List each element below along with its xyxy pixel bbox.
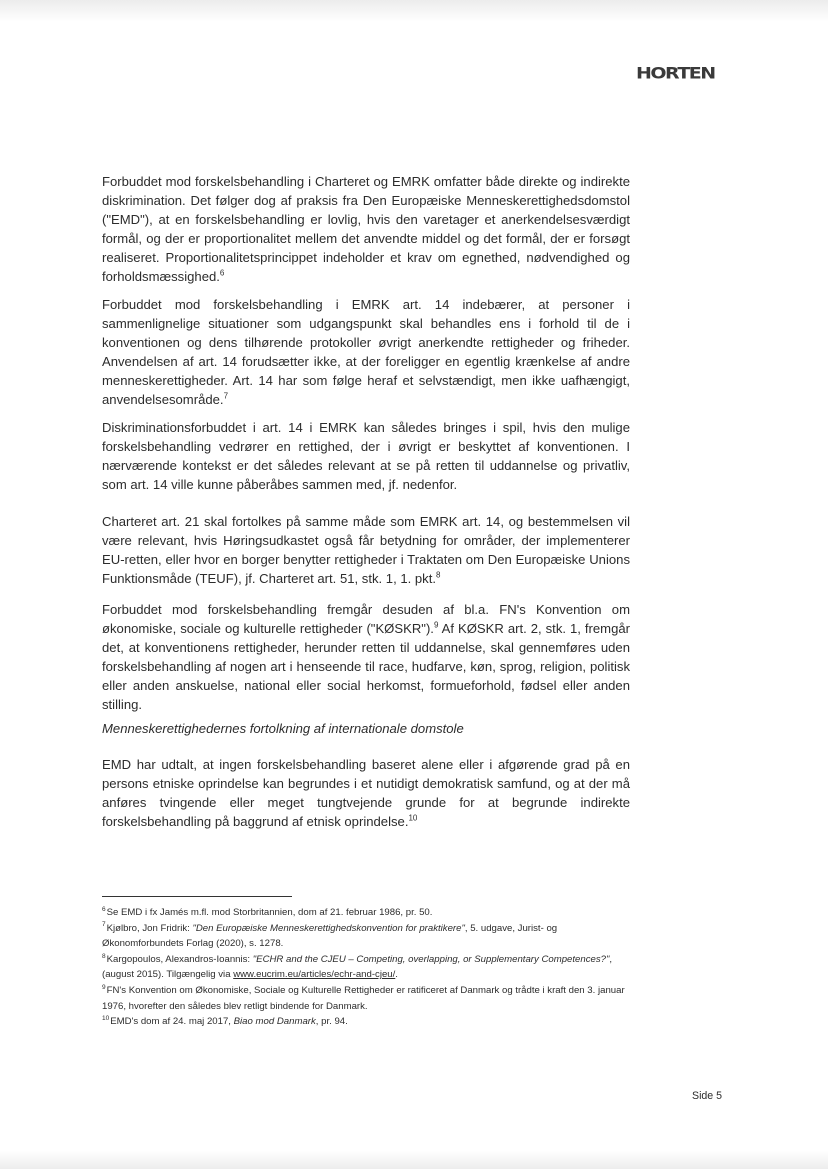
footnote-text: Se EMD i fx Jamés m.fl. mod Storbritannien, dom af 21. februar 1986, pr. 50. [106,907,433,918]
paragraph-3-text: Diskriminationsforbuddet i art. 14 i EMRK kan således bringes i spil, hvis den mulige forskelsbehandling vedrører en rettighed, der i øvrigt er beskyttet af konventionen. I nærværende kontekst er det således relevant at se på retten til uddannelse og privatliv, som art. 14 ville kunne påberåbes sammen med, jf. nedenfor. [102,420,630,492]
paragraph-1-text: Forbuddet mod forskelsbehandling i Charteret og EMRK omfatter både direkte og indirekte diskrimination. Det følger dog af praksis fra Den Europæiske Menneskerettighedsdomstol ("EMD"), at en forskelsbehandling er lovlig, hvis den varetager et anerkendelsesværdigt formål, og der er proportionalitet mellem det anvendte middel og det formål, der er forsøgt realiseret. Proportionalitetsprincippet indeholder et krav om egnethed, nødvendighed og forholdsmæssighed. [102,174,630,284]
paragraph-4-text: Charteret art. 21 skal fortolkes på samme måde som EMRK art. 14, og bestemmelsen vil være relevant, hvis Høringsudkastet også får betydning for områder, der implementerer EU-retten, eller hvor en borger benytter rettigheder i Traktaten om Den Europæiske Unions Funktionsmåde (TEUF), jf. Charteret art. 51, stk. 1, 1. pkt. [102,514,630,586]
footnote-text: , 5. udgave, Jurist- og Økonomforbundets Forlag (2020), s. 1278. [102,922,558,950]
footnote-text: , pr. 94. [315,1016,348,1028]
footnote-ref-7[interactable]: 7 [223,391,229,401]
footnote-italic-text: "ECHR and the CJEU – Competing, overlapping, or Supplementary Competences?" [252,953,610,965]
scan-edge-bottom [0,1151,828,1169]
paragraph-6-text: EMD har udtalt, at ingen forskelsbehandling baseret alene eller i afgørende grad på en persons etniske oprindelse kan begrundes i et nutidigt demokratisk samfund, og at der må anføres tvingende eller meget tungtvejende grunde for at begrunde indirekte forskelsbehandling på baggrund af etnisk oprindelse. [102,757,630,829]
footnote-number: 7 [102,921,106,929]
paragraph-4 [102,512,630,588]
footnote-number: 6 [102,905,106,913]
footnote-9 [102,983,630,1014]
footnote-italic-text: Biao mod Danmark [233,1016,316,1028]
footnote-ref-6[interactable]: 6 [219,268,225,278]
footnote-7 [102,921,630,952]
footnote-number: 8 [102,952,106,960]
footnote-text: FN's Konvention om Økonomiske, Sociale og Kulturelle Rettigheder er ratificeret af Danmark og trådte i kraft den 3. januar 1976, hvorefter den således blev retligt bindende for Danmark. [102,984,625,1012]
footnote-text: Kargopoulos, Alexandros-Ioannis: [106,953,253,965]
footnote-ref-8[interactable]: 8 [436,570,441,580]
footnote-number: 10 [102,1014,110,1022]
footnote-separator [102,896,292,897]
footnote-8 [102,952,630,983]
paragraph-5-text-b: Af KØSKR art. 2, stk. 1, fremgår det, at konventionens rettigheder, herunder retten til uddannelse, skal gennemføres uden forskelsbehandling af nogen art i henseende til race, hudfarve, køn, sprog, religion, politisk eller anden anskuelse, national eller social herkomst, formueforhold, fødsel eller anden stilling. [102,621,630,712]
footnote-ref-9[interactable]: 9 [433,620,439,630]
footnote-text: . [395,969,398,981]
footnote-text: EMD's dom af 24. maj 2017, [110,1016,234,1028]
footnote-6 [102,905,630,921]
paragraph-6 [102,755,630,831]
horten-logo: HORTEN [636,64,715,83]
paragraph-5 [102,600,630,714]
footnotes [102,905,630,1030]
footnote-italic-text: "Den Europæiske Menneskerettighedskonvention for praktikere" [192,922,465,934]
paragraph-2-text: Forbuddet mod forskelsbehandling i EMRK art. 14 indebærer, at personer i sammenlignelige situationer som udgangspunkt skal behandles ens i forhold til de i konventionen og dens tilhørende protokoller øvrigt anerkendte rettigheder og friheder. Anvendelsen af art. 14 forudsætter ikke, at der foreligger en egentlig krænkelse af andre menneskerettigheder. Art. 14 har som følge heraf et selvstændigt, men ikke uafhængigt, anvendelsesområde. [102,297,630,407]
paragraph-2 [102,295,630,409]
footnote-number: 9 [102,983,106,991]
footnote-ref-10[interactable]: 10 [408,813,418,823]
paragraph-1 [102,172,630,286]
page-number: Side 5 [692,1090,723,1102]
footnote-link[interactable]: www.eucrim.eu/articles/echr-and-cjeu/ [233,969,396,981]
section-subheading: Menneskerettighedernes fortolkning af internationale domstole [102,721,464,736]
footnote-text: , (august 2015). Tilgængelig via [102,953,613,981]
footnote-10 [102,1014,630,1030]
footnote-text: Kjølbro, Jon Fridrik: [106,922,193,934]
scan-edge-top [0,0,828,22]
paragraph-5-text-a: Forbuddet mod forskelsbehandling fremgår desuden af bl.a. FN's Konvention om økonomiske, sociale og kulturelle rettigheder ("KØSKR"). [102,602,630,636]
paragraph-3 [102,418,630,494]
